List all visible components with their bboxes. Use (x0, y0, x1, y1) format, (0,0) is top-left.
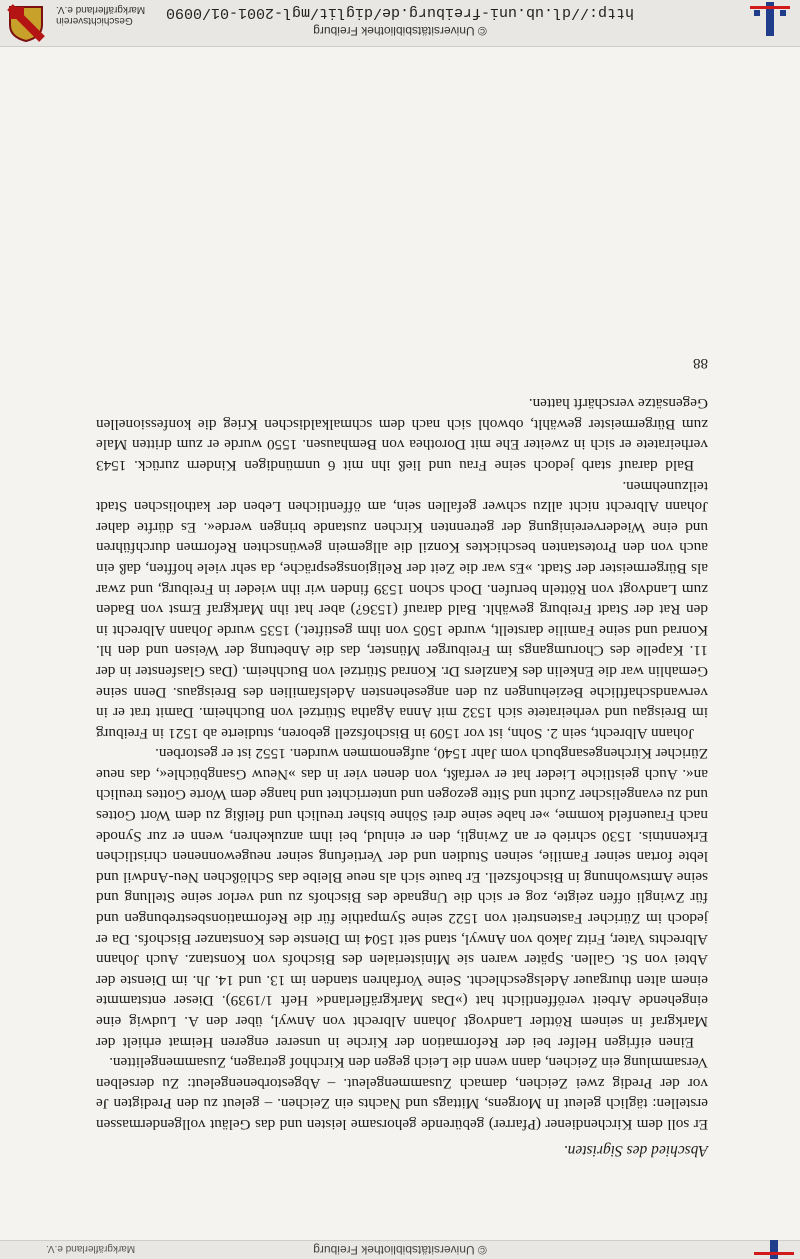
page-number: 88 (693, 354, 708, 371)
university-logo-icon (748, 2, 792, 42)
library-credit: © Universitätsbibliothek Freiburg (313, 24, 487, 38)
paragraph-2: Einen eifrigen Helfer bei der Reformation der Kirche in unserer engeren Heimat erhielt der Markgraf in seinem Röttler Landvogt Johann Albrecht von Anwyl, über den A. Ludwig eine eingehende Arbeit veröffentlicht hat (»Das Markgräflerland« Heft 1/1939). Dieser entstammte einem alten thurgauer Adelsgeschlecht. Seine Vorfahren standen im 13. und 14. Jh. im Dienste der Abtei von St. Gallen. Später waren sie Ministerialen des Bischofs von Konstanz. Auch Johann Albrechts Vater, Fritz Jakob von Anwyl, stand seit 1504 im Dienste des Konstanzer Bischofs. Da er jedoch im Züricher Fastenstreit von 1522 seine Sympathie für die Reformationsbestrebungen und für Zwingli offen zeigte, zog er sich die Ungnade des Bischofs zu und verlor seine Stellung und seine Amtswohnung in Bischofszell. Er baute sich als neue Bleibe das Schlößchen Neu-Andwil und lebte fortan seiner Familie, seinen Studien und der Vertiefung seiner neugewonnenen christlichen Erkenntnis. 1530 schrieb er an Zwingli, den er einlud, bei ihm anzukehren, wenn er zur Synode nach Frauenfeld komme, »er habe seine drei Söhne bisher treulich und fleißig zu dem Wort Gottes und zu evangelischer Zucht und Sitte gezogen und unterrichtet und hange dem Worte Gottes treulich an«. Auch geistliche Lieder hat er verfaßt, von denen vier in das »Neuw Gsangbüchle«, das neue Züricher Kirchengesangbuch vom Jahr 1540, aufgenommen wurden. 1552 ist er gestorben. (96, 745, 708, 1051)
paragraph-1: Er soll dem Kirchendiener (Pfarrer) gebürende gehorsame leisten und das Geläut vollgendermassen erstellen: täglich geleut In Morgens, Mittags und Nachts ein Zeichen. – geleut zu den Predigten Je vor der Predig zwei Zeichen, damach Zusammengeleut. – Abgestorbenengeleut: Zu derselben Versammlung ein Zeichen, dann wenn die Leich gegen den Kirchhof getragen, Zusammengelitten. (96, 1054, 708, 1133)
paragraph-3: Johann Albrecht, sein 2. Sohn, ist vor 1509 in Bischofszell geboren, studierte ab 1521 in Freiburg im Breisgau und verheiratete sich 1532 mit Anna Agatha Stürtzel von Buchheim. Damit trat er in verwandschaftliche Beziehungen zu den angesehensten Adelsfamilien des Breisgaus. Denn seine Gemahlin war die Enkelin des Kanzlers Dr. Konrad Stürtzel von Buchheim. (Das Glasfenster in der 11. Kapelle des Chorumgangs im Freiburger Münster, das die Anbetung der Weisen und den hl. Konrad und seine Familie darstellt, wurde 1505 von ihm gestiftet.) 1535 wurde Johann Albrecht in den Rat der Stadt Freiburg gewählt. Bald darauf (1536?) aber hat ihn Markgraf Ernst von Baden zum Landvogt von Rötteln berufen. Doch schon 1539 finden wir ihn wieder in Freiburg, und zwar als Bürgermeister der Stadt. »Es war die Zeit der Religionsgespräche, da sehr viele hofften, daß ein auch von den Protestanten beschicktes Konzil die allgemein gewünschten Reformen durchführen und eine Wiedervereinigung der getrennten Kirchen zustande bringen werde«. Es dürfte daher Johann Albrecht nicht allzu schwer gefallen sein, am öffentlichen Leben der katholischen Stadt teilzunehmen. (96, 477, 708, 742)
society-line-2: Markgräflerland e.V. (56, 4, 146, 15)
footer-society-label: Markgräflerland e.V. (46, 1243, 136, 1254)
source-url[interactable]: http://dl.ub.uni-freiburg.de/diglit/mgl-2001-01/0090 (165, 4, 635, 21)
footer-library-credit: © Universitätsbibliothek Freiburg (313, 1243, 487, 1257)
section-heading: Abschied des Sigristen. (563, 1142, 708, 1159)
scanned-page (96, 160, 708, 1160)
paragraph-4: Bald darauf starb jedoch seine Frau und ließ ihn mit 6 unmündigen Kindern zurück. 1543 verheiratete er sich in zweiter Ehe mit Dorothea von Bemhausen. 1550 wurde er zum dritten Male zum Bürgermeister gewählt, obwohl sich nach dem schmalkaldischen Krieg die konfessionellen Gegensätze verschärft hatten. (96, 395, 708, 474)
university-logo-icon (752, 1240, 796, 1259)
society-line-1: Geschichtsverein (56, 15, 133, 26)
